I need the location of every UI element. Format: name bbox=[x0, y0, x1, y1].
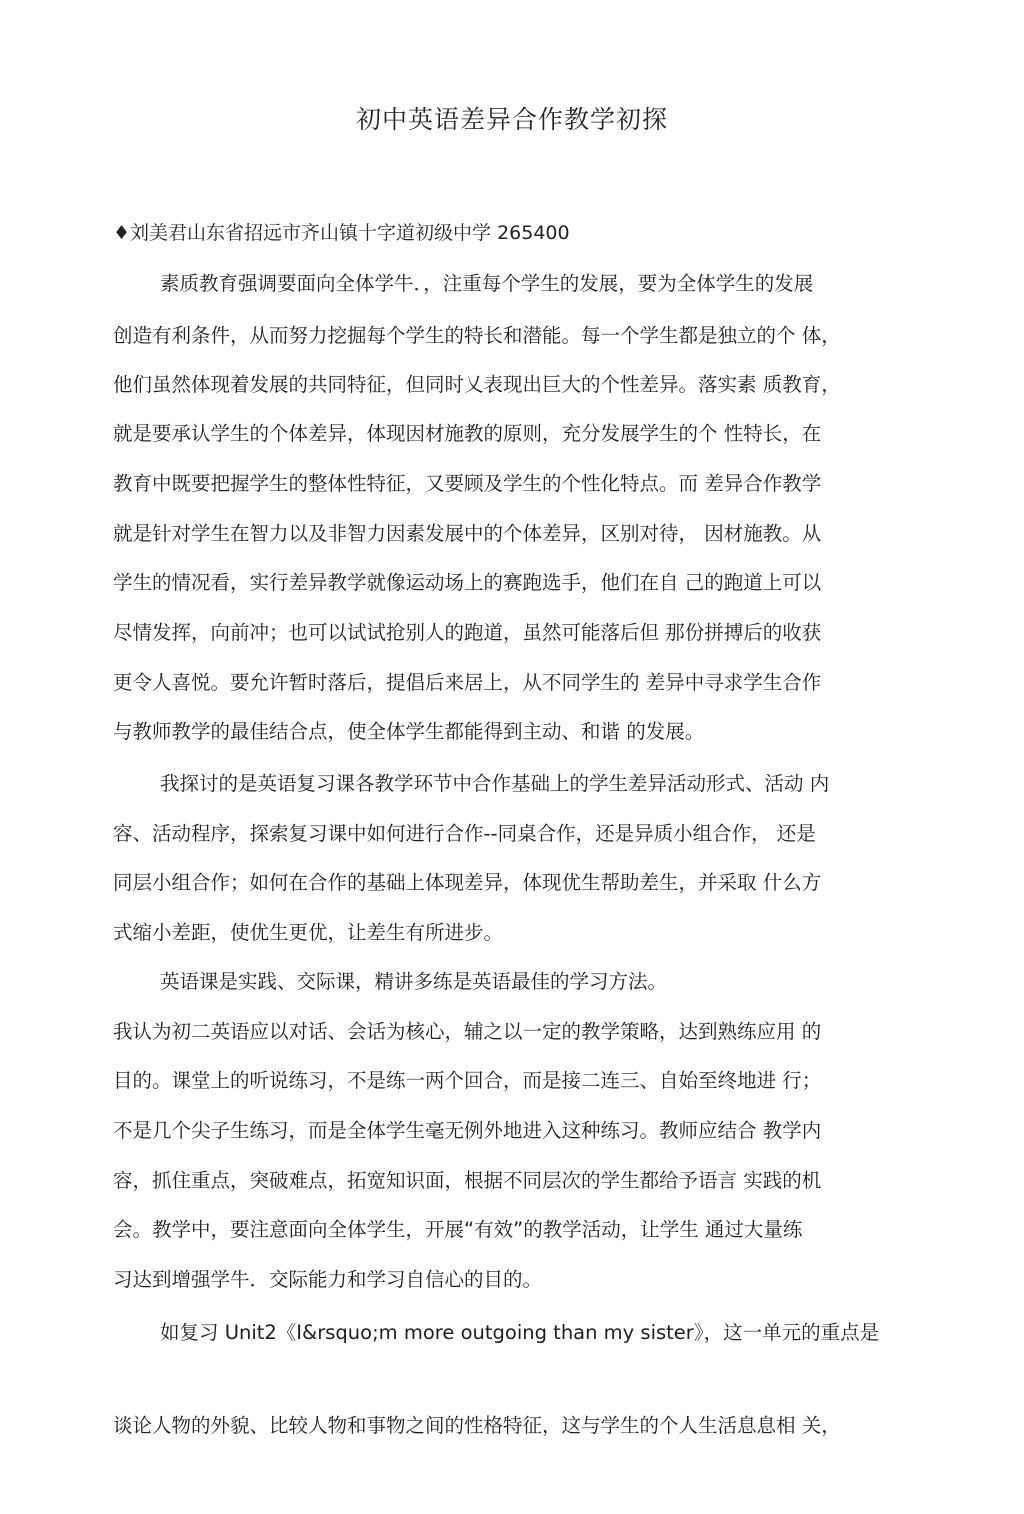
body-line: 习达到增强学牛．交际能力和学习自信心的目的。 bbox=[113, 1268, 543, 1291]
body-line: 就是针对学生在智力以及非智力因素发展中的个体差异，区别对待， 因材施教。从 bbox=[113, 522, 822, 545]
document-title: 初中英语差异合作教学初探 bbox=[355, 105, 668, 134]
body-line: 教育中既要把握学生的整体性特征，又要顾及学生的个性化特点。而 差异合作教学 bbox=[113, 472, 822, 495]
body-line: 容、活动程序，探索复习课中如何进行合作--同桌合作，还是异质小组合作， 还是 bbox=[113, 822, 816, 845]
body-line: 谈论人物的外貌、比较人物和事物之间的性格特征，这与学生的个人生活息息相 关， bbox=[113, 1414, 841, 1437]
body-line: 我探讨的是英语复习课各教学环节中合作基础上的学生差异活动形式、活动 内 bbox=[160, 772, 830, 795]
body-line: 如复习 Unit2《I&rsquo;m more outgoing than my sister》，这一单元的重点是 bbox=[160, 1321, 880, 1344]
body-line: 他们虽然体现着发展的共同特征，但同时乂表现出巨大的个性差异。落实素 质教育， bbox=[113, 373, 841, 396]
body-line: 英语课是实践、交际课，精讲多练是英语最佳的学习方法。 bbox=[160, 970, 668, 993]
body-line: 就是要承认学生的个体差异，体现因材施教的原则，充分发展学生的个 性特长，在 bbox=[113, 422, 822, 445]
body-line: 会。教学中，要注意面向全体学生，开展“有效”的教学活动，让学生 通过大量练 bbox=[113, 1218, 803, 1241]
body-line: 素质教育强调要面向全体学牛．，注重每个学生的发展，要为全体学生的发展 bbox=[160, 272, 814, 295]
body-line: 式缩小差距，使优生更优，让差生有所进步。 bbox=[113, 921, 504, 944]
body-line: 创造有利条件，从而努力挖掘每个学生的特长和潜能。每一个学生都是独立的个 体， bbox=[113, 324, 841, 347]
author-line: ♦刘美君山东省招远市齐山镇十字道初级中学 265400 bbox=[113, 222, 570, 244]
body-line: 我认为初二英语应以对话、会话为核心，辅之以一定的教学策略，达到熟练应用 的 bbox=[113, 1020, 822, 1043]
body-line: 容，抓住重点，突破难点，拓宽知识面，根据不同层次的学生都给予语言 实践的机 bbox=[113, 1169, 822, 1192]
body-line: 目的。课堂上的听说练习，不是练一两个回合，而是接二连三、自始至终地进 行； bbox=[113, 1069, 822, 1092]
body-line: 同层小组合作；如何在合作的基础上体现差异，体现优生帮助差生，并采取 什么方 bbox=[113, 871, 822, 894]
body-line: 与教师教学的最佳结合点，使全体学生都能得到主动、和谐 的发展。 bbox=[113, 720, 705, 743]
body-line: 不是几个尖子生练习，而是全体学生毫无例外地进入这种练习。教师应结合 教学内 bbox=[113, 1119, 822, 1142]
body-line: 更令人喜悦。要允许暂时落后，提倡后来居上，从不同学生的 差异中寻求学生合作 bbox=[113, 671, 822, 694]
body-line: 尽情发挥，向前冲；也可以试试抢别人的跑道，虽然可能落后但 那份拼搏后的收获 bbox=[113, 621, 822, 644]
body-line: 学生的情况看，实行差异教学就像运动场上的赛跑选手，他们在自 己的跑道上可以 bbox=[113, 571, 822, 594]
